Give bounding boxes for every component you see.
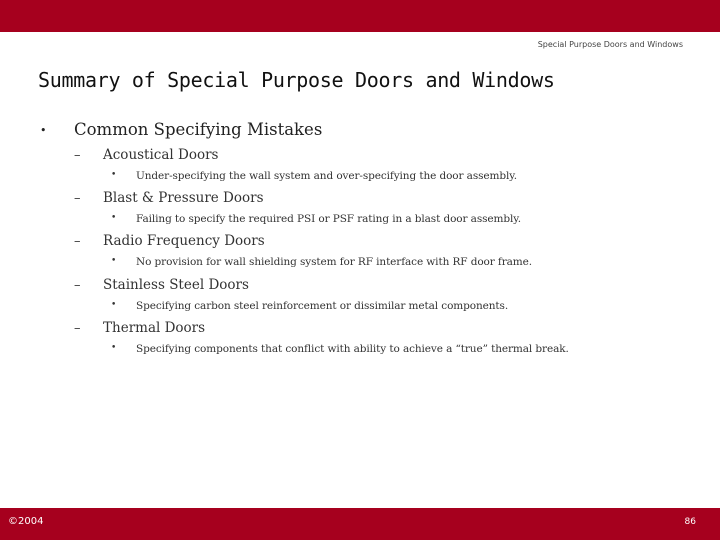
item-label: Thermal Doors	[103, 320, 206, 336]
top-accent-bar	[0, 0, 720, 32]
main-heading: Common Specifying Mistakes	[74, 120, 323, 139]
bullet-icon: •	[111, 256, 117, 266]
item-detail: Failing to specify the required PSI or PSF rating in a blast door assembly.	[136, 213, 521, 225]
item-label: Radio Frequency Doors	[103, 233, 265, 249]
list-item	[0, 148, 720, 191]
dash-icon: –	[74, 321, 81, 336]
item-label: Stainless Steel Doors	[103, 277, 249, 293]
item-label: Blast & Pressure Doors	[103, 190, 264, 206]
dash-icon: –	[74, 278, 81, 293]
bullet-icon: •	[111, 343, 117, 353]
list-item	[0, 191, 720, 234]
item-detail: Specifying carbon steel reinforcement or dissimilar metal components.	[136, 300, 509, 312]
list-item	[0, 321, 720, 364]
bullet-icon: •	[40, 124, 47, 137]
dash-icon: –	[74, 148, 81, 163]
list-item	[0, 234, 720, 277]
item-label: Acoustical Doors	[103, 147, 219, 163]
bullet-icon: •	[111, 213, 117, 223]
copyright-text: ©2004	[8, 516, 44, 527]
list-item	[0, 278, 720, 321]
slide-title: Summary of Special Purpose Doors and Windows	[38, 68, 555, 92]
header-label: Special Purpose Doors and Windows	[537, 40, 683, 49]
item-detail: Specifying components that conflict with ability to achieve a “true” thermal break.	[136, 343, 569, 355]
bullet-icon: •	[111, 170, 117, 180]
bullet-icon: •	[111, 300, 117, 310]
dash-icon: –	[74, 234, 81, 249]
page-number: 86	[684, 517, 696, 527]
item-detail: Under-specifying the wall system and over-specifying the door assembly.	[136, 170, 517, 182]
footer-bar	[0, 508, 720, 540]
item-detail: No provision for wall shielding system for RF interface with RF door frame.	[136, 256, 532, 268]
dash-icon: –	[74, 191, 81, 206]
